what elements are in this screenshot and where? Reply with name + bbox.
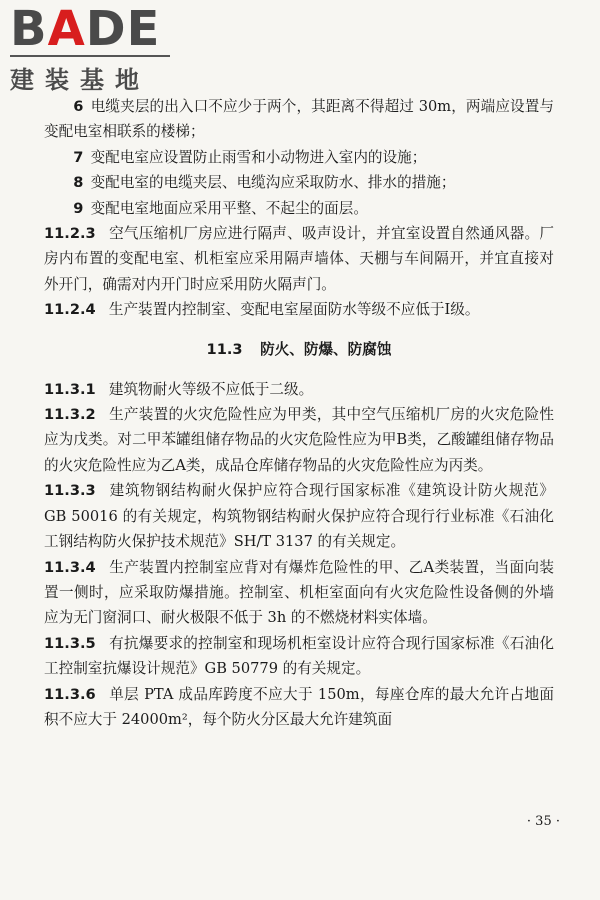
clause-11-3-4: 11.3.4 生产装置内控制室应背对有爆炸危险性的甲、乙A类装置，当面向装置一侧时，应采取防爆措施。控制室、机柜室面向有火灾危险性设备侧的外墙应为无门窗洞口、耐火极限不低于 3h 的不燃烧材料实体墙。 bbox=[44, 558, 554, 627]
list-item: 7 变配电室应设置防止雨雪和小动物进入室内的设施； bbox=[73, 148, 427, 166]
bade-logo bbox=[10, 1, 180, 95]
clause-11-3-2: 11.3.2 生产装置的火灾危险性应为甲类，其中空气压缩机厂房的火灾危险性应为戊类。对二甲苯罐组储存物品的火灾危险性应为甲B类，乙酸罐组储存物品的火灾危险性应为乙A类，成品仓库储存物品的火灾危险性应为丙类。 bbox=[44, 406, 554, 474]
clause-11-3-5: 11.3.5 有抗爆要求的控制室和现场机柜室设计应符合现行国家标准《石油化工控制室抗爆设计规范》GB 50779 的有关规定。 bbox=[44, 634, 554, 678]
document-body bbox=[44, 94, 554, 732]
logo-chinese-text: 建装基地 bbox=[10, 66, 150, 94]
list-item: 6 电缆夹层的出入口不应少于两个，其距离不得超过 30m，两端应设置与变配电室相联系的楼梯； bbox=[44, 98, 554, 141]
page-number: · 35 · bbox=[526, 814, 560, 829]
clause-11-3-6: 11.3.6 单层 PTA 成品库跨度不应大于 150m，每座仓库的最大允许占地面积不应大于 24000m²，每个防火分区最大允许建筑面 bbox=[44, 685, 554, 728]
section-heading: 11.3 防火、防爆、防腐蚀 bbox=[206, 340, 392, 358]
clause-11-2-3: 11.2.3 空气压缩机厂房应进行隔声、吸声设计，并宜室设置自然通风器。厂房内布置的变配电室、机柜室应采用隔声墙体、天棚与车间隔开，并宜直接对外开门，确需对内开门时应采用防火隔声门。 bbox=[44, 225, 554, 293]
logo-wordmark: BADE bbox=[10, 1, 161, 57]
clause-11-3-3: 11.3.3 建筑物钢结构耐火保护应符合现行国家标准《建筑设计防火规范》GB 50016 的有关规定，构筑物钢结构耐火保护应符合现行行业标准《石油化工钢结构防火保护技术规范》SH/T 3137 的有关规定。 bbox=[44, 482, 554, 551]
list-item: 8 变配电室的电缆夹层、电缆沟应采取防水、排水的措施； bbox=[73, 174, 456, 192]
list-item: 9 变配电室地面应采用平整、不起尘的面层。 bbox=[73, 199, 368, 217]
clause-11-2-4: 11.2.4 生产装置内控制室、变配电室屋面防水等级不应低于Ⅰ级。 bbox=[44, 301, 480, 319]
clause-11-3-1: 11.3.1 建筑物耐火等级不应低于二级。 bbox=[44, 380, 314, 398]
